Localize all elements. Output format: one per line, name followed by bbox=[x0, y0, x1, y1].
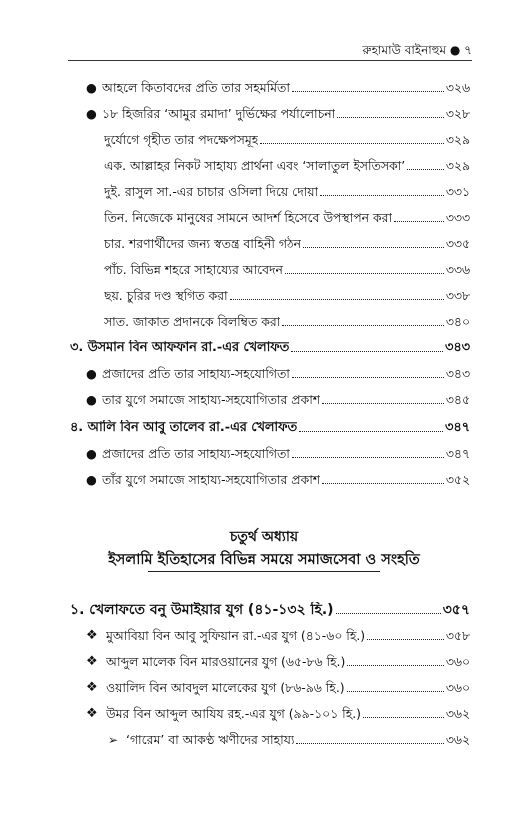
toc-entry-title: দুই. রাসুল সা.-এর চাচার ওসিলা দিয়ে দোয়া bbox=[104, 184, 319, 199]
bullet-icon: ● bbox=[86, 392, 97, 407]
toc-entry-title: ১. খেলাফতে বনু উমাইয়ার যুগ (৪১-১৩২ হি.) bbox=[70, 602, 334, 618]
toc-page-number: ৩২৯ bbox=[445, 132, 470, 147]
dot-leader bbox=[320, 195, 444, 196]
toc-entry-title: প্রজাদের প্রতি তার সাহায্য-সহযোগিতা bbox=[102, 366, 290, 381]
toc-page-number: ৩৬২ bbox=[445, 706, 470, 721]
toc-page-number: ৩৫৭ bbox=[442, 602, 470, 618]
toc-row bbox=[70, 360, 470, 382]
dot-leader bbox=[296, 743, 443, 744]
toc-page-number: ৩৩৫ bbox=[445, 236, 470, 251]
dot-leader bbox=[407, 169, 444, 170]
dot-leader bbox=[292, 91, 444, 92]
toc-row bbox=[70, 440, 470, 462]
toc-entry-title: প্রজাদের প্রতি তার সাহায্য-সহযোগিতা bbox=[102, 446, 290, 461]
toc-page-number: ৩৬০ bbox=[445, 680, 470, 695]
toc-entry-title: চার. শরণার্থীদের জন্য স্বতন্ত্র বাহিনী গঠন bbox=[104, 236, 301, 251]
dot-leader bbox=[363, 717, 444, 718]
toc-entry-title: আব্দুল মালেক বিন মারওয়ানের যুগ (৬৫-৮৬ হি.) bbox=[106, 654, 346, 669]
toc-page-number: ৩৬০ bbox=[445, 654, 470, 669]
diamond-icon: ❖ bbox=[86, 706, 98, 721]
toc-row bbox=[70, 308, 470, 330]
diamond-icon: ❖ bbox=[86, 628, 98, 643]
toc-row bbox=[70, 674, 470, 696]
toc-entry-title: উমর বিন আব্দুল আযিয রহ.-এর যুগ (৯৯-১০১ হি.) bbox=[106, 706, 361, 721]
toc-row bbox=[70, 334, 470, 356]
toc-page-number: ৩২৯ bbox=[445, 158, 470, 173]
diamond-icon: ❖ bbox=[86, 654, 98, 669]
toc-row bbox=[70, 100, 470, 122]
toc-page-number: ৩৪৩ bbox=[445, 340, 470, 355]
toc-row bbox=[70, 726, 470, 748]
bullet-icon: ● bbox=[86, 472, 97, 487]
dot-leader bbox=[282, 325, 444, 326]
toc-entry-title: তাঁর যুগে সমাজে সাহায্য-সহযোগিতার প্রকাশ bbox=[102, 472, 321, 487]
toc-page-number: ৩৪৭ bbox=[445, 446, 470, 461]
bullet-icon: ● bbox=[86, 106, 97, 121]
toc-page-number: ৩২৮ bbox=[445, 106, 470, 121]
toc-entry-title: ছয়. চুরির দণ্ড স্থগিত করা bbox=[104, 288, 228, 303]
dot-leader bbox=[322, 483, 444, 484]
chapter-title-underline bbox=[148, 571, 380, 572]
toc-row bbox=[70, 178, 470, 200]
dot-leader bbox=[230, 299, 444, 300]
toc-entry-title: তিন. নিজেকে মানুষের সামনে আদর্শ হিসেবে উপস্থাপন করা bbox=[104, 210, 393, 225]
toc-page-number: ৩৩৮ bbox=[445, 288, 470, 303]
toc-row bbox=[70, 152, 470, 174]
chapter-title: ইসলামি ইতিহাসের বিভিন্ন সময়ে সমাজসেবা ও সংহতি bbox=[108, 552, 420, 568]
toc-page-number: ৩৩৬ bbox=[445, 262, 470, 277]
toc-row bbox=[70, 204, 470, 226]
toc-entry-title: ৩. উসমান বিন আফফান রা.-এর খেলাফত bbox=[70, 340, 290, 355]
dot-leader bbox=[336, 613, 441, 614]
dot-leader bbox=[299, 431, 443, 432]
toc-row bbox=[70, 700, 470, 722]
toc-page-number: ৩৪৭ bbox=[445, 420, 470, 435]
dot-leader bbox=[291, 351, 443, 352]
toc-entry-title: দুর্যোগে গৃহীত তার পদক্ষেপসমূহ bbox=[104, 132, 259, 147]
toc-entry-title: ‘গারেম’ বা আকণ্ঠ ঋণীদের সাহায্য bbox=[126, 732, 295, 747]
dot-leader bbox=[322, 403, 444, 404]
toc-page-number: ৩৩৩ bbox=[445, 210, 470, 225]
toc-row bbox=[70, 74, 470, 96]
dot-leader bbox=[260, 143, 444, 144]
chapter-label: চতুর্থ অধ্যায় bbox=[229, 529, 299, 545]
toc-row bbox=[70, 414, 470, 436]
toc-entry-title: সাত. জাকাত প্রদানকে বিলম্বিত করা bbox=[104, 314, 281, 329]
header-rule bbox=[68, 60, 472, 61]
toc-page-number: ৩৫২ bbox=[445, 472, 470, 487]
toc-page-number: ৩৩১ bbox=[445, 184, 470, 199]
toc-row bbox=[70, 386, 470, 408]
dot-leader bbox=[303, 247, 444, 248]
arrow-icon: ➢ bbox=[108, 733, 119, 747]
toc-row bbox=[70, 466, 470, 488]
toc-row bbox=[70, 256, 470, 278]
toc-entry-title: ১৮ হিজরির ‘আমুর রমাদা’ দুর্ভিক্ষের পর্যালোচনা bbox=[102, 106, 336, 121]
toc-row bbox=[70, 596, 470, 618]
toc-entry-title: ওয়ালিদ বিন আবদুল মালেকের যুগ (৮৬-৯৬ হি.) bbox=[106, 680, 345, 695]
dot-leader bbox=[394, 221, 444, 222]
toc-row bbox=[70, 622, 470, 644]
toc-entry-title: তার যুগে সমাজে সাহায্য-সহযোগিতার প্রকাশ bbox=[102, 392, 321, 407]
toc-row bbox=[70, 282, 470, 304]
dot-leader bbox=[292, 377, 444, 378]
dot-leader bbox=[292, 457, 444, 458]
toc-page-number: ৩৬২ bbox=[445, 732, 470, 747]
toc-page-number: ৩৫৮ bbox=[445, 628, 470, 643]
toc-row bbox=[70, 648, 470, 670]
bullet-icon: ● bbox=[86, 446, 97, 461]
toc-row bbox=[70, 126, 470, 148]
toc-row bbox=[70, 230, 470, 252]
toc-page-number: ৩৪৫ bbox=[445, 392, 470, 407]
toc-entry-title: এক. আল্লাহর নিকট সাহায্য প্রার্থনা এবং ‘সালাতুল ইসতিসকা’ bbox=[104, 158, 406, 173]
dot-leader bbox=[367, 639, 444, 640]
running-header: রুহামাউ বাইনাহুম ● ৭ bbox=[362, 43, 472, 57]
dot-leader bbox=[347, 691, 444, 692]
toc-entry-title: পাঁচ. বিভিন্ন শহরে সাহায্যের আবেদন bbox=[104, 262, 283, 277]
toc-entry-title: ৪. আলি বিন আবু তালেব রা.-এর খেলাফত bbox=[70, 420, 298, 435]
toc-page-number: ৩৪০ bbox=[445, 314, 470, 329]
toc-page-number: ৩৪৩ bbox=[445, 366, 470, 381]
dot-leader bbox=[347, 665, 444, 666]
diamond-icon: ❖ bbox=[86, 680, 98, 695]
toc-entry-title: মুআবিয়া বিন আবু সুফিয়ান রা.-এর যুগ (৪১-৬০ হি.) bbox=[106, 628, 366, 643]
bullet-icon: ● bbox=[86, 80, 97, 95]
bullet-icon: ● bbox=[86, 366, 97, 381]
dot-leader bbox=[285, 273, 444, 274]
toc-page-number: ৩২৬ bbox=[445, 80, 470, 95]
toc-entry-title: আহলে কিতাবদের প্রতি তার সহমর্মিতা bbox=[102, 80, 290, 95]
dot-leader bbox=[337, 117, 444, 118]
